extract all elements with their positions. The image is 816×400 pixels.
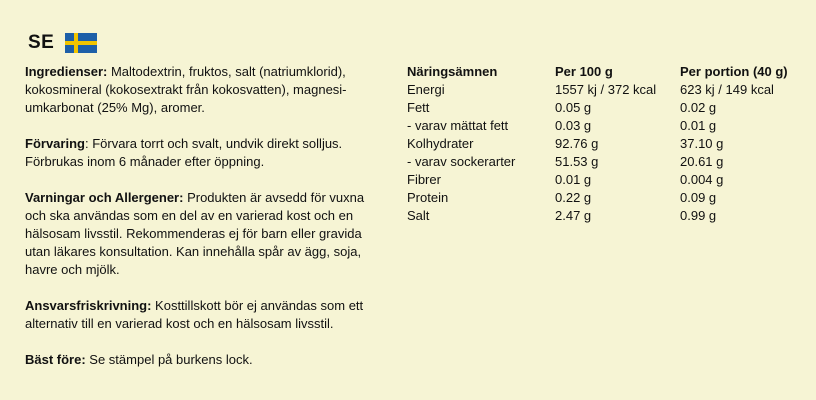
per-portion-value: 0.99 g [680, 208, 717, 223]
best-before-section [25, 351, 385, 369]
per-100g-value: 0.22 g [555, 190, 592, 205]
table-row [407, 153, 810, 171]
nutrition-table [407, 63, 810, 225]
per-100g-value: 92.76 g [555, 136, 599, 151]
warnings-label: Varningar och Allergener: [25, 190, 184, 205]
per-portion-value: 0.09 g [680, 190, 717, 205]
table-row [407, 171, 810, 189]
table-row [407, 135, 810, 153]
header-per-100g: Per 100 g [555, 64, 613, 79]
table-row [407, 99, 810, 117]
per-100g-value: 0.05 g [555, 100, 592, 115]
best-before-text: Se stämpel på burkens lock. [85, 352, 253, 367]
nutrient-name: Fett [407, 100, 430, 115]
per-portion-value: 37.10 g [680, 136, 724, 151]
ingredients-text: Maltodextrin, fruktos, salt (natriumklorid), kokosmineral (kokosextrakt från kokosvatten), magnesi-umkarbonat (25% Mg), aromer. [25, 64, 347, 115]
table-row [407, 81, 810, 99]
ingredients-label: Ingredienser: [25, 64, 108, 79]
table-row [407, 189, 810, 207]
header-nutrient: Näringsämnen [407, 64, 498, 79]
disclaimer-text: Kosttillskott bör ej användas som ett alternativ till en varierad kost och en hälsosam livsstil. [25, 298, 364, 331]
per-100g-value: 2.47 g [555, 208, 592, 223]
per-portion-value: 623 kj / 149 kcal [680, 82, 774, 97]
storage-section [25, 135, 385, 171]
table-row [407, 207, 810, 225]
per-portion-value: 0.004 g [680, 172, 724, 187]
nutrient-name: - varav sockerarter [407, 154, 516, 169]
ingredients-section [25, 63, 385, 117]
per-100g-value: 51.53 g [555, 154, 599, 169]
per-100g-value: 1557 kj / 372 kcal [555, 82, 657, 97]
per-portion-value: 20.61 g [680, 154, 724, 169]
per-100g-value: 0.03 g [555, 118, 592, 133]
nutrient-name: Protein [407, 190, 449, 205]
disclaimer-section [25, 297, 385, 333]
best-before-label: Bäst före: [25, 352, 86, 367]
per-portion-value: 0.01 g [680, 118, 717, 133]
nutrient-name: Kolhydrater [407, 136, 474, 151]
storage-text: : Förvara torrt och svalt, undvik direkt solljus. Förbrukas inom 6 månader efter öppning. [25, 136, 343, 169]
header-per-portion: Per portion (40 g) [680, 64, 788, 79]
nutrient-name: - varav mättat fett [407, 118, 509, 133]
sweden-flag-icon [65, 33, 97, 53]
per-portion-value: 0.02 g [680, 100, 717, 115]
nutrient-name: Energi [407, 82, 445, 97]
table-row [407, 117, 810, 135]
product-info [25, 63, 385, 387]
nutrient-name: Fibrer [407, 172, 441, 187]
nutrient-name: Salt [407, 208, 430, 223]
language-code: SE [28, 32, 55, 53]
warnings-section [25, 189, 385, 279]
disclaimer-label: Ansvarsfriskrivning: [25, 298, 152, 313]
warnings-text: Produkten är avsedd för vuxna och ska användas som en del av en varierad kost och en hälsosam livsstil. Rekommenderas ej för barn eller gravida utan läkares konsultation. Kan innehålla spår av ägg, soja, havre och mjölk. [25, 190, 365, 277]
header [28, 32, 97, 54]
nutrition-header-row [407, 63, 810, 81]
per-100g-value: 0.01 g [555, 172, 592, 187]
storage-label: Förvaring [25, 136, 85, 151]
